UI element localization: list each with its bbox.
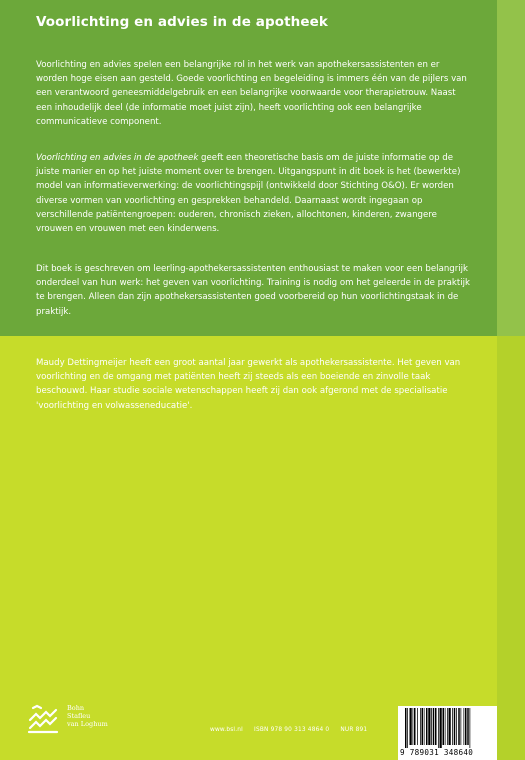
back-cover-title: Voorlichting en advies in de apotheek (36, 14, 328, 30)
barcode-number: 9 789031 348640 (400, 748, 474, 757)
book-title-italic: Voorlichting en advies in de apotheek (36, 153, 199, 163)
spine-edge-strip (497, 0, 525, 760)
footer-info (210, 727, 376, 733)
publisher-website: www.bsl.nl (210, 727, 243, 733)
description-paragraph-3: Dit boek is geschreven om leerling-apothekersassistenten enthousiast te maken voor een belangrijk onderdeel van hun werk: het geven van voorlichting. Training is nodig om het geleerde in de praktijk te brengen. Alleen dan zijn apothekersassistenten goed voorbereid op hun voorlichtingstaak in de praktijk. (36, 264, 471, 317)
nur-code: NUR 891 (340, 727, 368, 733)
barcode-bars (401, 708, 494, 748)
description-paragraph-1: Voorlichting en advies spelen een belangrijke rol in het werk van apothekersassistenten en er worden hoge eisen aan gesteld. Goede voorlichting en begeleiding is immers één van de pijlers van een verantwoord geneesmiddelgebruik en een belangrijke voorwaarde voor therapietrouw. Naast een inhoudelijk deel (de informatie moet juist zijn), heeft voorlichting ook een belangrijke communicatieve component. (36, 60, 467, 127)
publisher-logo-icon (27, 702, 61, 734)
description-paragraph-2-text: geeft een theoretische basis om de juiste informatie op de juiste manier en op het juiste moment over te brengen. Uitgangspunt in dit boek is het (bewerkte) model van informatieverwerking: de voorlichtingspijl (ontwikkeld door Stichting O&O). Er worden diverse vormen van voorlichting en gesprekken behandeld. Daarnaast wordt ingegaan op verschillende patiëntengroepen: ouderen, chronisch zieken, allochtonen, kinderen, zwangere vrouwen en vrouwen met een kinderwens. (36, 153, 461, 235)
publisher-logo (27, 700, 147, 740)
publisher-line-1: Bohn (67, 704, 85, 712)
description-paragraph-2 (36, 151, 471, 236)
isbn-barcode (398, 706, 497, 760)
publisher-name (67, 704, 108, 728)
author-bio: Maudy Dettingmeijer heeft een groot aantal jaar gewerkt als apothekersassistente. Het geven van voorlichting en de omgang met patiënten heeft zij steeds als een boeiende en zinvolle taak beschouwd. Haar studie sociale wetenschappen heeft zij dan ook afgerond met de specialisatie 'voorlichting en volwasseneducatie'. (36, 358, 461, 411)
isbn-text: ISBN 978 90 313 4864 0 (254, 727, 330, 733)
publisher-line-3: van Loghum (67, 720, 108, 728)
publisher-line-2: Stafleu (67, 712, 91, 720)
spine-edge-upper (497, 0, 525, 336)
